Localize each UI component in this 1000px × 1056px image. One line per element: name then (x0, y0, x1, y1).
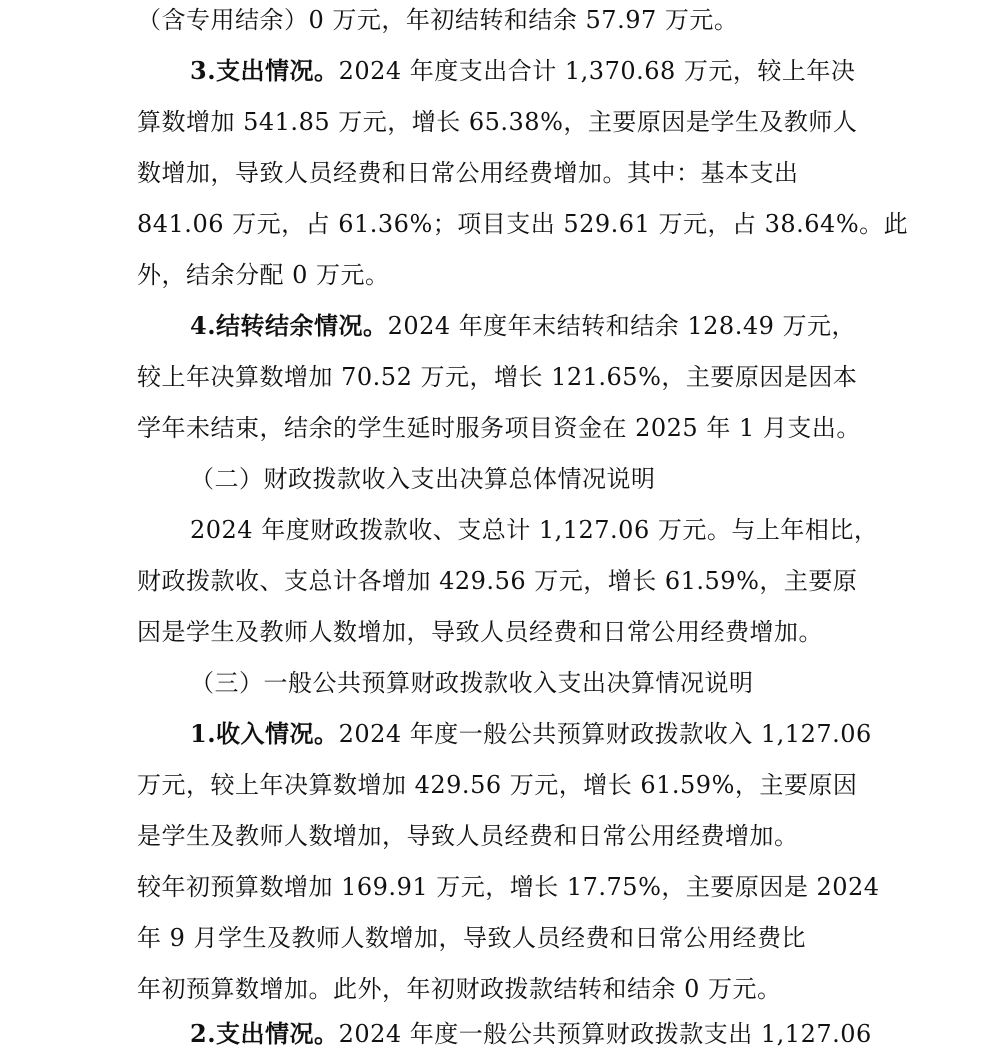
text-line (137, 157, 1000, 189)
line-text: 2024 年度财政拨款收、支总计 1,127.06 万元。与上年相比， (190, 516, 879, 544)
section-heading: 1.收入情况。 (190, 719, 339, 748)
line-text: （含专用结余）0 万元，年初结转和结余 57.97 万元。 (137, 6, 739, 34)
line-text: 年 9 月学生及教师人数增加，导致人员经费和日常公用经费比 (137, 924, 807, 952)
text-line (137, 412, 1000, 444)
line-text: 万元，较上年决算数增加 429.56 万元，增长 61.59%，主要原因 (137, 771, 858, 799)
line-text: 2024 年度支出合计 1,370.68 万元，较上年决 (338, 57, 856, 85)
line-text: 财政拨款收、支总计各增加 429.56 万元，增长 61.59%，主要原 (137, 567, 858, 595)
line-text: 外，结余分配 0 万元。 (137, 261, 390, 289)
text-line (137, 259, 1000, 291)
line-text: 2024 年度一般公共预算财政拨款收入 1,127.06 (338, 720, 872, 748)
line-text: 2024 年度年末结转和结余 128.49 万元， (387, 312, 857, 340)
section-heading: 4.结转结余情况。 (190, 311, 388, 340)
line-text: 2024 年度一般公共预算财政拨款支出 1,127.06 (338, 1020, 872, 1048)
line-text: 数增加，导致人员经费和日常公用经费增加。其中：基本支出 (137, 159, 799, 187)
line-text: 因是学生及教师人数增加，导致人员经费和日常公用经费增加。 (137, 618, 823, 646)
text-line (137, 922, 1000, 954)
line-text: 较年初预算数增加 169.91 万元，增长 17.75%，主要原因是 2024 (137, 873, 880, 901)
text-line (190, 55, 1000, 87)
text-line (137, 616, 1000, 648)
line-text: （三）一般公共预算财政拨款收入支出决算情况说明 (190, 669, 754, 697)
section-heading: 2.支出情况。 (190, 1019, 339, 1048)
text-line (137, 769, 1000, 801)
line-text: 算数增加 541.85 万元，增长 65.38%，主要原因是学生及教师人 (137, 108, 858, 136)
line-text: 是学生及教师人数增加，导致人员经费和日常公用经费增加。 (137, 822, 799, 850)
text-line (190, 514, 1000, 546)
text-line (137, 565, 1000, 597)
section-title (190, 667, 1000, 699)
text-line (137, 871, 1000, 903)
text-line (190, 310, 1000, 342)
text-line (137, 106, 1000, 138)
line-text: 841.06 万元，占 61.36%；项目支出 529.61 万元，占 38.64%。此 (137, 210, 909, 238)
text-line (190, 718, 1000, 750)
section-heading: 3.支出情况。 (190, 56, 339, 85)
text-line (137, 973, 1000, 1005)
text-line (137, 361, 1000, 393)
line-text: （二）财政拨款收入支出决算总体情况说明 (190, 465, 656, 493)
line-text: 年初预算数增加。此外，年初财政拨款结转和结余 0 万元。 (137, 975, 782, 1003)
text-line (137, 820, 1000, 852)
line-text: 学年未结束，结余的学生延时服务项目资金在 2025 年 1 月支出。 (137, 414, 861, 442)
text-line (137, 208, 1000, 240)
line-text: 较上年决算数增加 70.52 万元，增长 121.65%，主要原因是因本 (137, 363, 858, 391)
section-title (190, 463, 1000, 495)
text-line (137, 4, 1000, 36)
text-line (190, 1018, 1000, 1050)
